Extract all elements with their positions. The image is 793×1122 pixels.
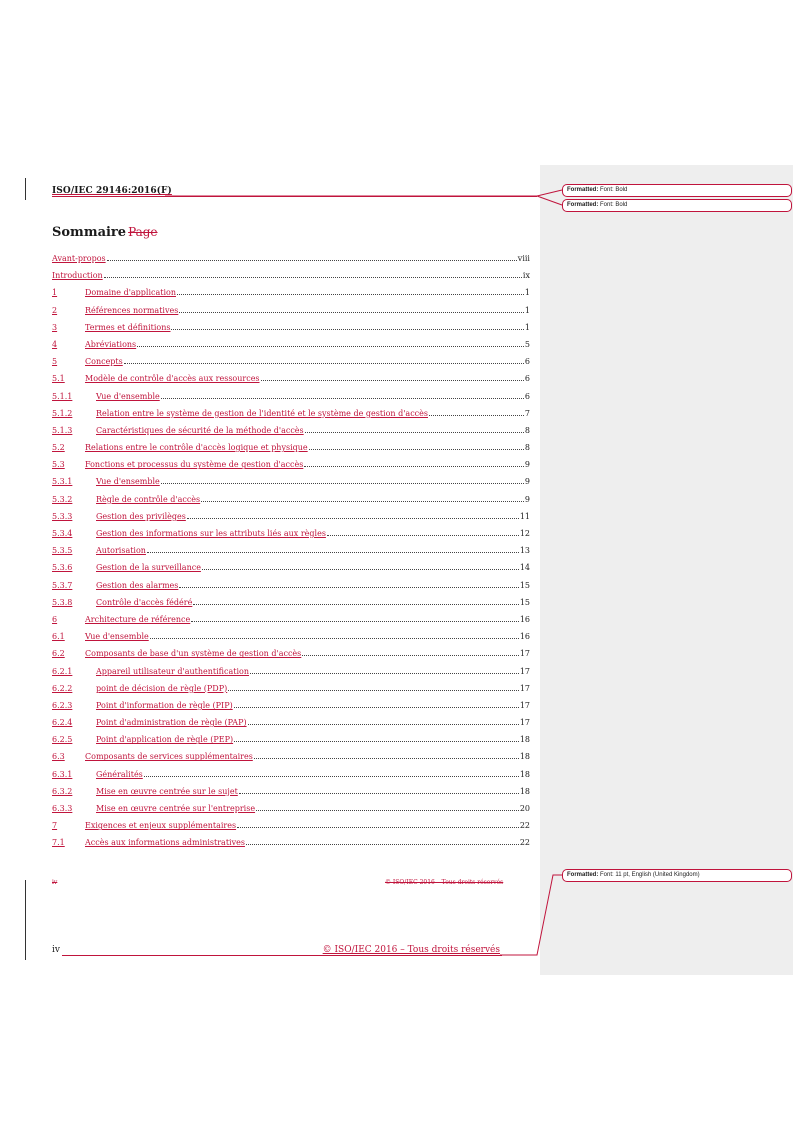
toc-entry-number: 5.3.2 bbox=[52, 494, 73, 504]
toc-entry-page: 6 bbox=[524, 391, 530, 401]
toc-entry-page: 12 bbox=[519, 529, 530, 538]
deleted-page-label: Page bbox=[128, 225, 158, 239]
toc-entry-page: 6 bbox=[524, 357, 530, 367]
toc-entry-page: 1 bbox=[524, 322, 530, 332]
toc-entry-title[interactable]: Modèle de contrôle d'accès aux ressources bbox=[85, 374, 260, 384]
toc-entry-title[interactable]: Gestion des privilèges bbox=[96, 511, 186, 521]
toc-entry-number: 1 bbox=[52, 288, 58, 298]
toc-entry-page: 9 bbox=[524, 494, 530, 504]
toc-entry-title[interactable]: Concepts bbox=[85, 357, 123, 367]
toc-entry-title[interactable]: Architecture de référence bbox=[85, 614, 191, 624]
deleted-footer-page: iv bbox=[52, 879, 58, 886]
toc-entry-number: 5.3.3 bbox=[52, 511, 73, 521]
deleted-footer-copyright: © ISO/IEC 2016 – Tous droits réservés bbox=[385, 879, 504, 886]
toc-entry-page: 8 bbox=[524, 425, 530, 435]
toc-entry-page: 14 bbox=[519, 563, 530, 573]
comment-text: Font: 11 pt, English (United Kingdom) bbox=[600, 872, 700, 878]
toc-entry-page: 18 bbox=[519, 752, 530, 762]
toc-entry-number: 5.3.5 bbox=[52, 546, 73, 556]
toc-entry-page: 9 bbox=[524, 477, 530, 487]
toc-entry-page: 5 bbox=[524, 339, 530, 349]
toc-entry-number: 5.3.1 bbox=[52, 477, 73, 487]
toc-entry-page: 16 bbox=[519, 632, 530, 642]
toc-entry-page: 18 bbox=[519, 735, 530, 745]
toc-entry-page: 9 bbox=[524, 460, 530, 470]
comment-text: Font: Bold bbox=[600, 202, 628, 208]
toc-entry-number: 6.3 bbox=[52, 752, 65, 762]
footer-page-number: iv bbox=[52, 945, 60, 955]
toc-entry-number: 6.2.5 bbox=[52, 735, 73, 745]
toc-entry-page: 1 bbox=[524, 305, 530, 315]
comment-balloon[interactable] bbox=[562, 199, 792, 212]
toc-entry-title[interactable]: Gestion de la surveillance bbox=[96, 563, 201, 573]
toc-entry-page: 18 bbox=[519, 786, 530, 796]
toc-entry-page: 17 bbox=[519, 666, 530, 676]
toc-entry-number: 5.3.6 bbox=[52, 563, 73, 573]
toc-entry-title[interactable]: Fonctions et processus du système de gestion d'accès bbox=[85, 460, 304, 470]
toc-entry-title[interactable]: Autorisation bbox=[96, 546, 146, 556]
toc-entry-number: 5.2 bbox=[52, 443, 65, 453]
comment-label: Formatted: bbox=[567, 202, 599, 208]
toc-entry-title[interactable]: Termes et définitions bbox=[85, 322, 171, 332]
toc-entry-page: 15 bbox=[519, 597, 530, 607]
toc-entry-number: 6.2.4 bbox=[52, 718, 73, 728]
toc-entry-page: 8 bbox=[524, 443, 530, 453]
toc-entry-number: 6.3.1 bbox=[52, 769, 73, 779]
toc-entry-title[interactable]: Règle de contrôle d'accès bbox=[96, 494, 201, 504]
toc-entry-number: 5.3.4 bbox=[52, 529, 73, 538]
toc-entry-page: 17 bbox=[519, 700, 530, 710]
toc-entry-number: 7.1 bbox=[52, 838, 65, 848]
toc-entry-title[interactable]: Caractéristiques de sécurité de la méthode d'accès bbox=[96, 425, 304, 435]
toc-entry-number: 6.2.2 bbox=[52, 683, 73, 693]
toc-entry-number: 6.1 bbox=[52, 632, 65, 642]
toc-entry-number: 6.2 bbox=[52, 649, 65, 659]
comment-balloon[interactable] bbox=[562, 184, 792, 197]
connector-line bbox=[165, 190, 562, 196]
toc-entry-title[interactable]: Mise en œuvre centrée sur l'entreprise bbox=[96, 804, 256, 813]
toc-entry-page: 11 bbox=[519, 511, 530, 521]
toc-entry-number: 6 bbox=[52, 614, 58, 624]
toc-entry-number: 5.1.2 bbox=[52, 408, 73, 418]
toc-entry-page: 16 bbox=[519, 614, 530, 624]
toc-entry-number: 6.2.1 bbox=[52, 666, 73, 676]
connector-line bbox=[500, 875, 562, 955]
toc-entry-number: 3 bbox=[52, 322, 58, 332]
toc-entry-page: 15 bbox=[519, 580, 530, 590]
toc-entry-number: 6.3.2 bbox=[52, 786, 73, 796]
toc-entry-title[interactable]: Appareil utilisateur d'authentification bbox=[96, 666, 249, 676]
toc-heading-text: Sommaire bbox=[52, 225, 127, 240]
toc-entry-number: 7 bbox=[52, 821, 58, 831]
toc-entry-title[interactable]: Point d'information de règle (PIP) bbox=[96, 700, 233, 710]
toc-entry-title[interactable]: Exigences et enjeux supplémentaires bbox=[85, 821, 237, 831]
toc-entry-page: 20 bbox=[519, 804, 530, 813]
toc-entry-page: 13 bbox=[519, 546, 530, 556]
toc-entry-title[interactable]: Vue d'ensemble bbox=[96, 477, 160, 487]
toc-entry-title[interactable]: Références normatives bbox=[85, 305, 179, 315]
toc-entry-page: 17 bbox=[519, 718, 530, 728]
toc-entry-number: 6.2.3 bbox=[52, 700, 73, 710]
toc-entry-number: 5.3.8 bbox=[52, 597, 73, 607]
toc-entry-title[interactable]: Point d'application de règle (PEP) bbox=[96, 735, 234, 745]
toc-entry-page: 17 bbox=[519, 683, 530, 693]
toc-entry-number: 5.3 bbox=[52, 460, 65, 470]
toc-entry-title[interactable]: Vue d'ensemble bbox=[96, 391, 160, 401]
toc-entry-page: 1 bbox=[524, 288, 530, 298]
toc-entry-title[interactable]: Avant-propos bbox=[52, 254, 106, 263]
toc-entry-title[interactable]: Mise en œuvre centrée sur le sujet bbox=[96, 786, 238, 796]
toc-entry-number: 2 bbox=[52, 305, 58, 315]
connector-line bbox=[537, 196, 562, 205]
toc-entry-title[interactable]: Introduction bbox=[52, 271, 103, 281]
toc-entry-title[interactable]: Gestion des alarmes bbox=[96, 580, 179, 590]
toc-entry-title[interactable]: Gestion des informations sur les attributs liés aux règles bbox=[96, 529, 326, 538]
toc-entry-title[interactable]: Relation entre le système de gestion de l'identité et le système de gestion d'accès bbox=[96, 408, 428, 418]
comment-label: Formatted: bbox=[567, 187, 599, 193]
toc-entry-title[interactable]: Composants de base d'un système de gestion d'accès bbox=[85, 649, 302, 659]
toc-entry-title[interactable]: Accès aux informations administratives bbox=[85, 838, 245, 848]
toc-entry-number: 4 bbox=[52, 339, 58, 349]
toc-entry-page: 22 bbox=[519, 838, 530, 848]
toc-entry-title[interactable]: Contrôle d'accès fédéré bbox=[96, 597, 193, 607]
footer-copyright: © ISO/IEC 2016 – Tous droits réservés bbox=[322, 945, 500, 955]
toc-entry-number: 6.3.3 bbox=[52, 804, 73, 813]
document-header-title: ISO/IEC 29146:2016(F) bbox=[52, 186, 172, 196]
comment-label: Formatted: bbox=[567, 872, 599, 878]
toc-entry-page: 17 bbox=[519, 649, 530, 659]
toc-entry-number: 5 bbox=[52, 357, 58, 367]
toc-entry-title[interactable]: Vue d'ensemble bbox=[85, 632, 149, 642]
toc-entry-page: ix bbox=[522, 271, 530, 281]
toc-entry-page: 6 bbox=[524, 374, 530, 384]
toc-entry-title[interactable]: Composants de services supplémentaires bbox=[85, 752, 253, 762]
toc-entry-number: 5.1.1 bbox=[52, 391, 73, 401]
toc-entry-page: 7 bbox=[524, 408, 530, 418]
toc-entry-number: 5.1 bbox=[52, 374, 65, 384]
comment-balloon[interactable] bbox=[562, 869, 792, 882]
toc-entry-title[interactable]: Point d'administration de règle (PAP) bbox=[96, 718, 247, 728]
toc-entry-number: 5.1.3 bbox=[52, 425, 73, 435]
toc-entry-title[interactable]: Domaine d'application bbox=[85, 288, 177, 298]
toc-entry-title[interactable]: Abréviations bbox=[85, 339, 137, 349]
toc-entry-title[interactable]: Généralités bbox=[96, 769, 143, 779]
toc-entry-page: 22 bbox=[519, 821, 530, 831]
toc-entry-page: viii bbox=[517, 254, 530, 263]
toc-entry-title[interactable]: point de décision de règle (PDP) bbox=[96, 683, 228, 693]
toc-entry-page: 18 bbox=[519, 769, 530, 779]
comment-text: Font: Bold bbox=[600, 187, 628, 193]
toc-entry-number: 5.3.7 bbox=[52, 580, 73, 590]
toc-entry-title[interactable]: Relations entre le contrôle d'accès logique et physique bbox=[85, 443, 308, 453]
